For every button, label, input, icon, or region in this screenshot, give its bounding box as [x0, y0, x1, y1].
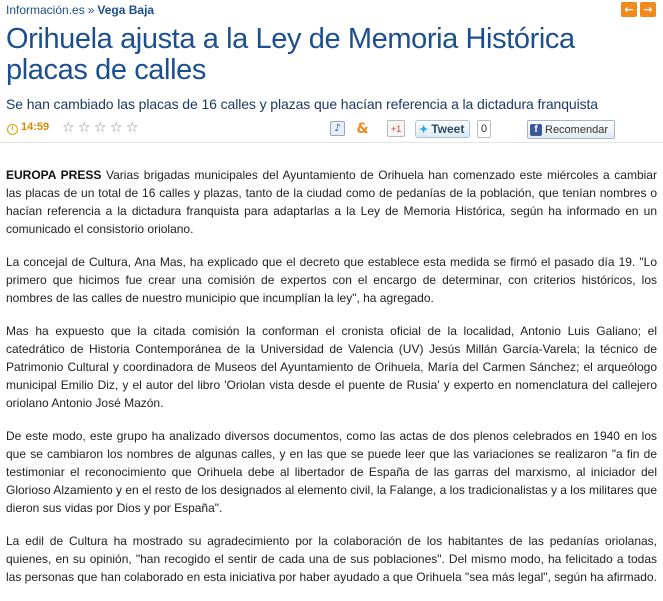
rating-star-1[interactable]: ☆: [62, 120, 75, 136]
gplus-label: +1: [391, 123, 402, 134]
tweet-button[interactable]: [415, 120, 470, 138]
facebook-recommend-label: Recomendar: [545, 123, 608, 136]
rating-star-2[interactable]: ☆: [78, 120, 91, 136]
agency-name: EUROPA PRESS: [6, 168, 102, 182]
page-subtitle: Se han cambiado las placas de 16 calles y plazas que hacían referencia a la dictadura franquista: [6, 96, 598, 112]
clock-icon: [7, 124, 18, 135]
meneame-icon[interactable]: ♪: [330, 121, 345, 136]
rating-star-5[interactable]: ☆: [126, 120, 139, 136]
facebook-recommend-button[interactable]: [527, 120, 615, 139]
twitter-bird-icon: ✦: [419, 123, 429, 136]
breadcrumb-section-link[interactable]: Vega Baja: [97, 3, 155, 17]
article-paragraph-4: De este modo, este grupo ha analizado diversos documentos, como las actas de dos plenos celebrados en 1940 en los que se cambiaron los nombres de algunas calles, y en las que se puede leer que las variaciones se realizaron "a fin de testimoniar el reconocimiento que Orihuela debe al libertador de España de las garras del marxismo, al iniciador del Glorioso Alzamiento y en el resto de los designados al elemento civil, la Falange, a los tradicionalistas y a los militares que dieron sus vidas por Dios y por España".: [6, 429, 657, 515]
breadcrumb-home-link[interactable]: Información.es: [6, 3, 85, 17]
article-paragraph-5: La edil de Cultura ha mostrado su agradecimiento por la colaboración de los habitantes de las pedanías oriolanas, quienes, en su opinión, "han recogido el sentir de cada una de sus poblaciones". Del mismo modo, ha felicitado a todas las personas que han colaborado en esta iniciativa por haber ayudado a que Orihuela "sea más legal", según ha afirmado.: [6, 534, 657, 584]
facebook-icon: f: [530, 124, 542, 136]
article-paragraph-1: [6, 166, 657, 238]
prev-article-button[interactable]: ←: [621, 2, 637, 17]
rating-star-3[interactable]: ☆: [94, 120, 107, 136]
tweet-label: Tweet: [431, 122, 465, 136]
article-paragraph-2: La concejal de Cultura, Ana Mas, ha explicado que el decreto que establece esta medida se firmó el pasado día 19. "Lo primero que hicimos fue crear una comisión de expertos con el encargo de determinar, con criterios históricos, los nombres de las calles de nuestro municipio que incumplían la ley", ha agregado.: [6, 255, 657, 305]
gplus-button[interactable]: [387, 120, 405, 137]
article-nav: [621, 2, 656, 17]
article-paragraph-1-text: Varias brigadas municipales del Ayuntamiento de Orihuela han comenzado este miércoles a cambiar las placas de un total de 16 calles y plazas, tanto de la ciudad como de pedanías de la población, que tenían nombres o hacían referencia a la dictadura franquista para adaptarlas a la Ley de Memoria Histórica, según ha informado en un comunicado el consistorio oriolano.: [6, 168, 657, 236]
page-title: Orihuela ajusta a la Ley de Memoria Histórica placas de calles: [6, 23, 575, 86]
star-rating[interactable]: [62, 120, 142, 136]
breadcrumb-separator: »: [87, 3, 95, 17]
meta-bar: [0, 116, 663, 143]
tweet-count: 0: [477, 120, 491, 138]
rating-star-4[interactable]: ☆: [110, 120, 123, 136]
article-paragraph-3: Mas ha expuesto que la citada comisión la conforman el cronista oficial de la localidad, Antonio Luis Galiano; el catedrático de Historia Contemporánea de la Universidad de Valencia (UV) Jesús Millán García-Varela; la técnico de Patrimonio Cultural y coordinadora de Museos del Ayuntamiento de Orihuela, María del Carmen Sánchez; el arqueólogo municipal Emilio Diz, y el autor del libro 'Oriolan vista desde el puente de Rusia' y experto en nomenclatura del callejero oriolano Antonio José Mazón.: [6, 324, 657, 410]
breadcrumb: [6, 3, 154, 17]
publish-time: 14:59: [21, 121, 50, 133]
article-body: [6, 166, 657, 601]
next-article-button[interactable]: →: [640, 2, 656, 17]
katate-icon[interactable]: &: [356, 120, 369, 137]
